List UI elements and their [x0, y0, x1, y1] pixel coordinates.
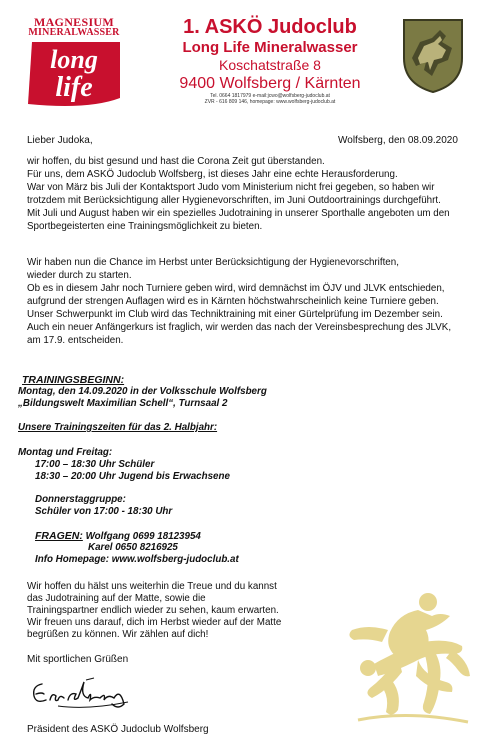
questions-label: FRAGEN: [35, 530, 83, 542]
paragraph-line: aufgrund der strengen Auflagen wird es in Kärnten höchstwahrscheinlich keine Turniere geben. [27, 296, 439, 307]
paragraph-line: War von März bis Juli der Kontaktsport Judo vom Ministerium nicht frei gegeben, so haben wir [27, 182, 435, 193]
closing-line: Wir freuen uns darauf, dich im Herbst wieder auf der Matte [27, 617, 282, 628]
questions-contact-1 [35, 530, 201, 542]
signature-image [28, 674, 140, 716]
contact-line: Tel. 0664 1817979 e-mail:jcwo@wolfsberg-judoclub.at [210, 93, 330, 99]
closing-line: Wir hoffen du hälst uns weiterhin die Treue und du kannst [27, 581, 277, 592]
logo-line1: MAGNESIUM [33, 15, 115, 29]
greeting: Mit sportlichen Grüßen [27, 654, 129, 665]
salutation: Lieber Judoka, [27, 135, 93, 146]
president-title: Präsident des ASKÖ Judoclub Wolfsberg [27, 724, 209, 735]
paragraph-line: Auch ein neuer Anfängerkurs ist fraglich, wir werden das nach der Vereinsbesprechung des JLVK, [27, 322, 452, 333]
paragraph-line: Sportbegeisterten eine Trainingsmöglichkeit zu bieten. [27, 221, 263, 232]
thursday-heading: Donnerstaggruppe: [35, 494, 126, 505]
closing-line: begrüßen zu können. Wir zählen auf dich! [27, 629, 209, 640]
svg-text:life: life [55, 72, 93, 103]
logo-line2: MINERALWASSER [28, 27, 120, 38]
club-street: Koschatstraße 8 [219, 57, 321, 73]
intro-paragraph [27, 155, 477, 233]
closing-line: Trainingspartner endlich wieder zu sehen, kaum erwarten. [27, 605, 279, 616]
paragraph-line: Ob es in diesem Jahr noch Turniere geben wird, wird demnächst im ÖJV und JLVK entschieden, [27, 283, 445, 294]
mon-fri-heading: Montag und Freitag: [18, 447, 113, 458]
paragraph-line: Wir haben nun die Chance im Herbst unter Berücksichtigung der Hygienevorschriften, [27, 257, 399, 268]
mon-fri-slot-students: 17:00 – 18:30 Uhr Schüler [35, 459, 155, 470]
paragraph-line: wir hoffen, du bist gesund und hast die Corona Zeit gut überstanden. [27, 156, 325, 167]
paragraph-line: Für uns, dem ASKÖ Judoclub Wolfsberg, ist dieses Jahr eine echte Herausforderung. [27, 169, 398, 180]
schedule-heading: Unsere Trainingszeiten für das 2. Halbjahr: [18, 422, 218, 433]
wolfsberg-crest-icon [402, 18, 464, 94]
paragraph-line: Unser Schwerpunkt im Club wird das Techniktraining mit einer Gürtelprüfung im Dezember sein. [27, 309, 443, 320]
club-city: 9400 Wolfsberg / Kärnten [179, 75, 361, 92]
closing-paragraph [27, 581, 281, 641]
info-homepage: Info Homepage: www.wolfsberg-judoclub.at [35, 554, 239, 565]
svg-text:long: long [50, 45, 98, 74]
contact-karel: Karel 0650 8216925 [88, 542, 178, 553]
paragraph-line: trotzdem mit Berücksichtigung aller Hygienevorschriften, im Juni Outdoortrainings durchgeführt. [27, 195, 441, 206]
mon-fri-slot-youth-adults: 18:30 – 20:00 Uhr Jugend bis Erwachsene [35, 471, 230, 482]
long-life-logo [18, 15, 130, 111]
logo-wordmark [28, 40, 120, 110]
training-start-heading: TRAININGSBEGINN: [22, 374, 125, 386]
contact-wolfgang: Wolfgang 0699 18123954 [85, 531, 201, 542]
training-start-venue: „Bildungswelt Maximilian Schell“, Turnsaal 2 [18, 398, 228, 409]
judo-throw-illustration [328, 580, 478, 730]
registry-homepage-line: ZVR - 616 809 146, homepage: www.wolfsberg-judoclub.at [204, 99, 336, 105]
training-start-date: Montag, den 14.09.2020 in der Volksschule Wolfsberg [18, 386, 267, 397]
date-line: Wolfsberg, den 08.09.2020 [338, 135, 458, 146]
club-name: 1. ASKÖ Judoclub [183, 16, 357, 38]
closing-line: das Judotraining auf der Matte, sowie die [27, 593, 206, 604]
thursday-slot: Schüler von 17:00 - 18:30 Uhr [35, 506, 173, 517]
paragraph-line: am 17.9. entscheiden. [27, 335, 124, 346]
sponsor-name: Long Life Mineralwasser [182, 39, 358, 56]
season-paragraph [27, 256, 477, 347]
paragraph-line: Mit Juli und August haben wir ein spezielles Judotraining in unserer Sporthalle angeboten um den [27, 208, 450, 219]
paragraph-line: wieder durch zu starten. [27, 270, 132, 281]
